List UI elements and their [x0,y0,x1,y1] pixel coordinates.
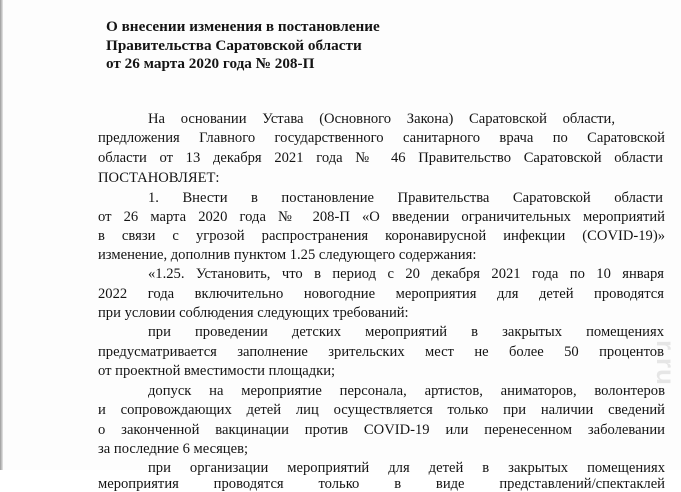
title-line-1: О внесении изменения в постановление [106,18,380,35]
text-line: о законченной вакцинации против COVID-19 или перенесенном заболевании [98,422,665,438]
text-line: мероприятия проводятся только в виде представлений/спектаклей [98,476,665,492]
text-line: допуск на мероприятие персонала, артистов, аниматоров, волонтеров [148,383,665,399]
text-line: при проведении детских мероприятий в закрытых помещениях [148,324,664,340]
text-line: при условии соблюдения следующих требований: [98,305,409,321]
title-line-3: от 26 марта 2020 года № 208-П [106,55,315,72]
text-line: 1. Внести в постановление Правительства Саратовской области [148,190,663,206]
text-line: области от 13 декабря 2021 года № 46 Правительство Саратовской области [98,150,663,166]
text-line: предусматривается заполнение зрительских мест не более 50 процентов [98,344,664,360]
text-line: ПОСТАНОВЛЯЕТ: [98,170,220,186]
text-line: изменение, дополнив пунктом 1.25 следующего содержания: [98,247,477,263]
watermark: r.ru [651,340,681,386]
text-line: «1.25. Установить, что в период с 20 декабря 2021 года по 10 января [148,266,664,282]
text-line: и сопровождающих детей лиц осуществляется только при наличии сведений [98,402,665,418]
text-line: На основании Устава (Основного Закона) Саратовской области, [148,111,615,127]
page-edge-shadow [0,0,3,470]
document-title [106,18,546,74]
text-line: в связи с угрозой распространения коронавирусной инфекции (COVID-19)» [98,228,665,244]
text-line: 2022 года включительно новогодние мероприятия для детей проводятся [98,286,664,302]
text-line: от проектной вместимости площадки; [98,363,336,379]
text-line: за последние 6 месяцев; [98,441,249,457]
text-line: от 26 марта 2020 года № 208-П «О введении ограничительных мероприятий [98,209,665,225]
text-line: при организации мероприятий для детей в закрытых помещениях [148,460,665,476]
title-line-2: Правительства Саратовской области [106,36,362,54]
text-line: предложения Главного государственного санитарного врача по Саратовской [98,130,665,146]
